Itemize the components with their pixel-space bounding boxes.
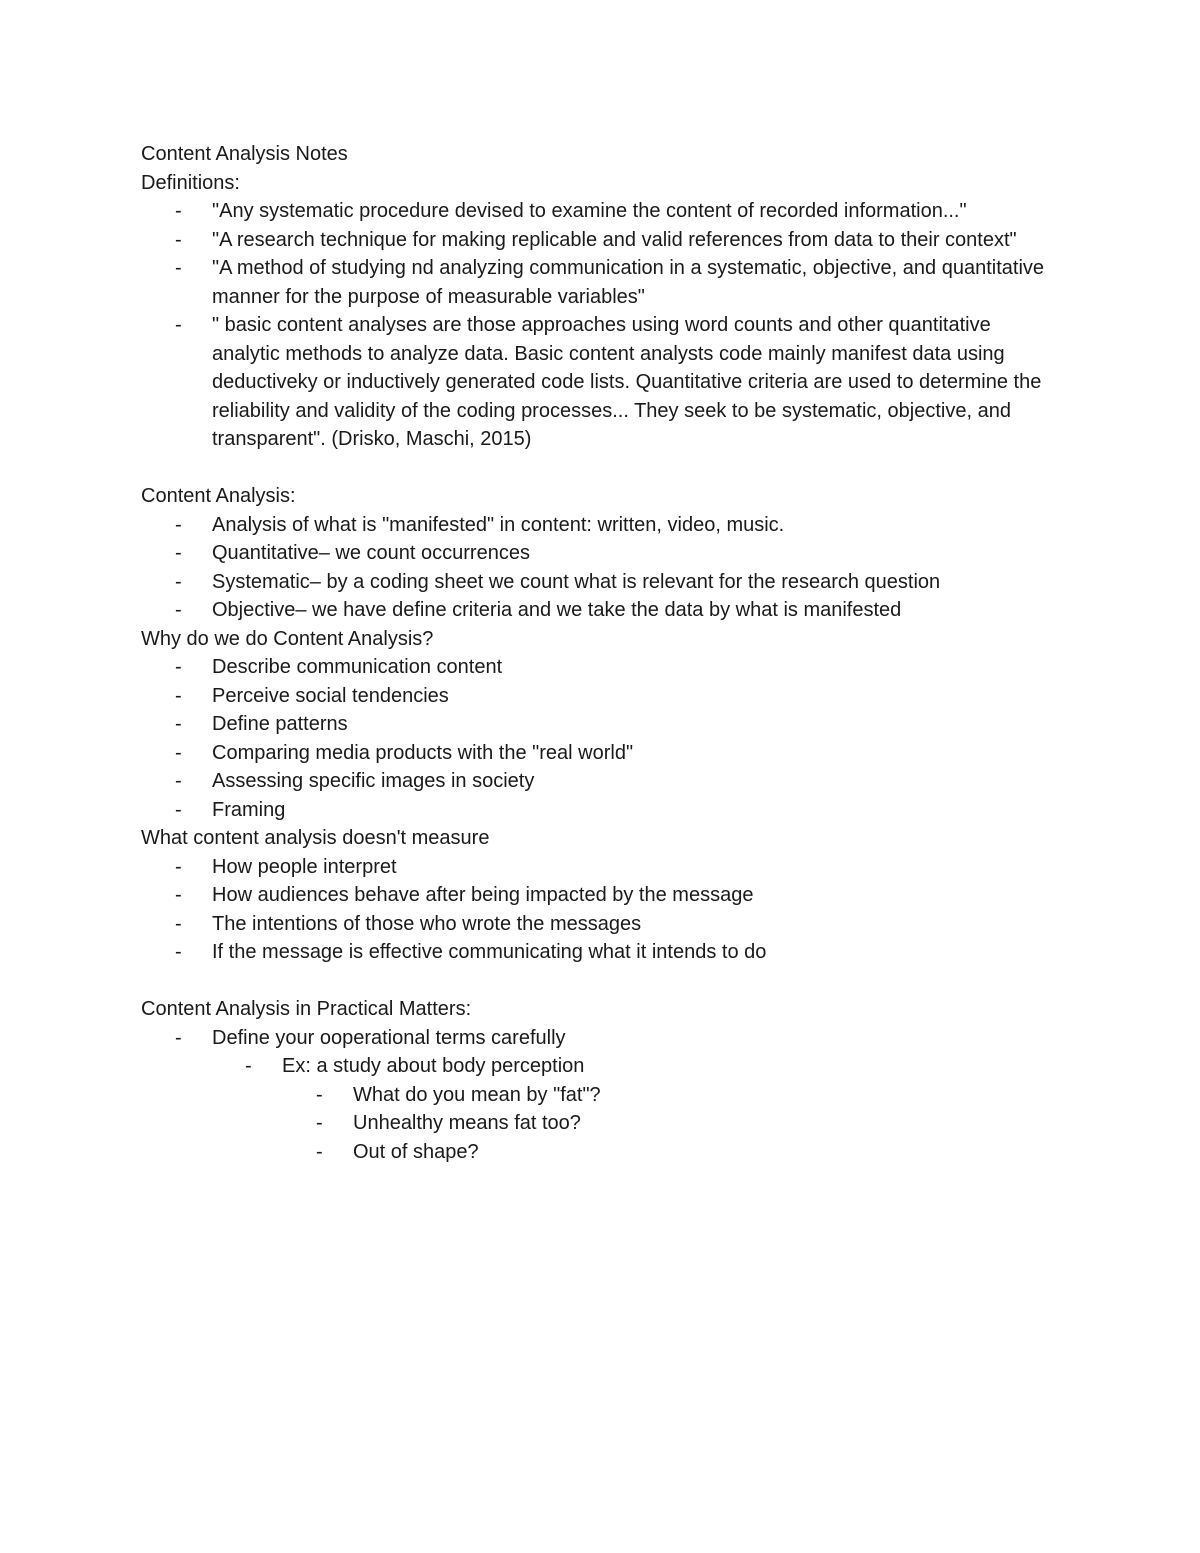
- bullet-dash: -: [175, 855, 182, 878]
- bullet-dash: -: [175, 599, 182, 621]
- list-item-text: Define your ooperational terms carefully: [212, 1026, 566, 1049]
- list-item: [141, 254, 1061, 311]
- document-title: Content Analysis Notes: [141, 143, 348, 165]
- list-item-text: Perceive social tendencies: [212, 684, 449, 707]
- bullet-dash: -: [175, 684, 182, 707]
- document-body: [141, 140, 1061, 1166]
- list-item-text: Assessing specific images in society: [212, 770, 535, 792]
- sub-list-item: [141, 1052, 1061, 1081]
- list-item-text: Systematic– by a coding sheet we count what is relevant for the research question: [212, 570, 941, 593]
- definition-text: "A method of studying nd analyzing communication in a systematic, objective, and quantitative manner for the purpose of measurable variables": [212, 257, 1045, 308]
- list-item: [141, 881, 1061, 910]
- bullet-dash: -: [175, 542, 182, 564]
- why-heading: Why do we do Content Analysis?: [141, 627, 434, 650]
- list-item-text: Out of shape?: [353, 1140, 479, 1163]
- bullet-dash: -: [175, 314, 182, 336]
- list-item: [141, 682, 1061, 711]
- bullet-dash: -: [245, 1055, 252, 1077]
- list-item-text: Define patterns: [212, 713, 348, 735]
- bullet-dash: -: [175, 513, 182, 536]
- blank-line: [141, 454, 1061, 483]
- list-item: [141, 539, 1061, 568]
- list-item-text: Comparing media products with the "real world": [212, 741, 634, 764]
- list-item: [141, 311, 1061, 454]
- content-analysis-heading: Content Analysis:: [141, 485, 296, 507]
- bullet-dash: -: [175, 798, 182, 821]
- bullet-dash: -: [175, 1026, 182, 1049]
- list-item: [141, 710, 1061, 739]
- list-item: [141, 511, 1061, 540]
- list-item-text: Quantitative– we count occurrences: [212, 542, 530, 564]
- definitions-heading: Definitions:: [141, 171, 240, 194]
- sub-sub-list-item: [141, 1081, 1061, 1110]
- bullet-dash: -: [316, 1112, 323, 1134]
- bullet-dash: -: [175, 228, 182, 251]
- list-item-text: Describe communication content: [212, 656, 503, 678]
- blank-line: [141, 967, 1061, 996]
- bullet-dash: -: [175, 570, 182, 593]
- sub-sub-list-item: [141, 1138, 1061, 1167]
- bullet-dash: -: [316, 1140, 323, 1163]
- list-item-text: If the message is effective communicating what it intends to do: [212, 941, 767, 963]
- bullet-dash: -: [175, 713, 182, 735]
- list-item: [141, 568, 1061, 597]
- definition-text: "A research technique for making replicable and valid references from data to their context": [212, 228, 1017, 251]
- doesnt-measure-heading: What content analysis doesn't measure: [141, 827, 490, 849]
- bullet-dash: -: [316, 1083, 323, 1106]
- list-item-text: Framing: [212, 798, 286, 821]
- bullet-dash: -: [175, 884, 182, 906]
- bullet-dash: -: [175, 770, 182, 792]
- list-item-text: The intentions of those who wrote the messages: [212, 912, 642, 935]
- list-item: [141, 596, 1061, 625]
- bullet-dash: -: [175, 741, 182, 764]
- list-item: [141, 910, 1061, 939]
- list-item-text: Analysis of what is "manifested" in content: written, video, music.: [212, 513, 785, 536]
- list-item-text: How people interpret: [212, 855, 397, 878]
- list-item: [141, 767, 1061, 796]
- list-item-text: Objective– we have define criteria and we take the data by what is manifested: [212, 599, 902, 621]
- list-item: [141, 796, 1061, 825]
- bullet-dash: -: [175, 200, 182, 222]
- sub-sub-list-item: [141, 1109, 1061, 1138]
- list-item-text: Unhealthy means fat too?: [353, 1112, 581, 1134]
- list-item: [141, 197, 1061, 226]
- list-item: [141, 938, 1061, 967]
- bullet-dash: -: [175, 941, 182, 963]
- list-item: [141, 739, 1061, 768]
- list-item: [141, 853, 1061, 882]
- bullet-dash: -: [175, 912, 182, 935]
- bullet-dash: -: [175, 656, 182, 678]
- definition-text: "Any systematic procedure devised to examine the content of recorded information...": [212, 200, 967, 222]
- list-item-text: How audiences behave after being impacted by the message: [212, 884, 754, 906]
- list-item-text: Ex: a study about body perception: [282, 1055, 585, 1077]
- list-item: [141, 226, 1061, 255]
- bullet-dash: -: [175, 257, 182, 279]
- list-item: [141, 1024, 1061, 1053]
- list-item-text: What do you mean by "fat"?: [353, 1083, 601, 1106]
- practical-heading: Content Analysis in Practical Matters:: [141, 998, 472, 1020]
- list-item: [141, 653, 1061, 682]
- definition-text: " basic content analyses are those approaches using word counts and other quantitative analytic methods to analyze data. Basic content analysts code mainly manifest data using deductiveky or inductively generated code lists. Quantitative criteria are used to determine the reliability and validity of the coding processes... They seek to be systematic, objective, and transparent". (Drisko, Maschi, 2015): [212, 314, 1042, 450]
